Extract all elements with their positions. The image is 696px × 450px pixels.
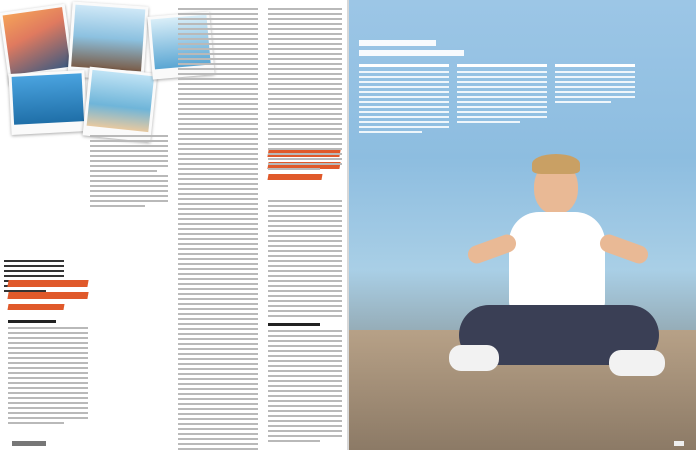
photo-polaroid	[83, 67, 158, 143]
page-folio	[12, 441, 46, 446]
body-column-2	[178, 8, 258, 450]
body-column-1	[90, 135, 168, 210]
tips-column-1	[359, 64, 449, 136]
body-column-3	[268, 8, 342, 173]
photo-polaroid	[8, 70, 87, 135]
left-page	[0, 0, 347, 450]
meditating-person	[439, 160, 669, 410]
page-folio	[674, 441, 684, 446]
sidebar-title	[359, 40, 469, 60]
right-page	[349, 0, 696, 450]
pull-quote	[8, 280, 88, 315]
body-column-3-lower	[268, 200, 342, 445]
body-column-1-lower	[8, 320, 88, 427]
tips-column-2	[457, 64, 547, 126]
tips-column-3	[555, 64, 635, 106]
